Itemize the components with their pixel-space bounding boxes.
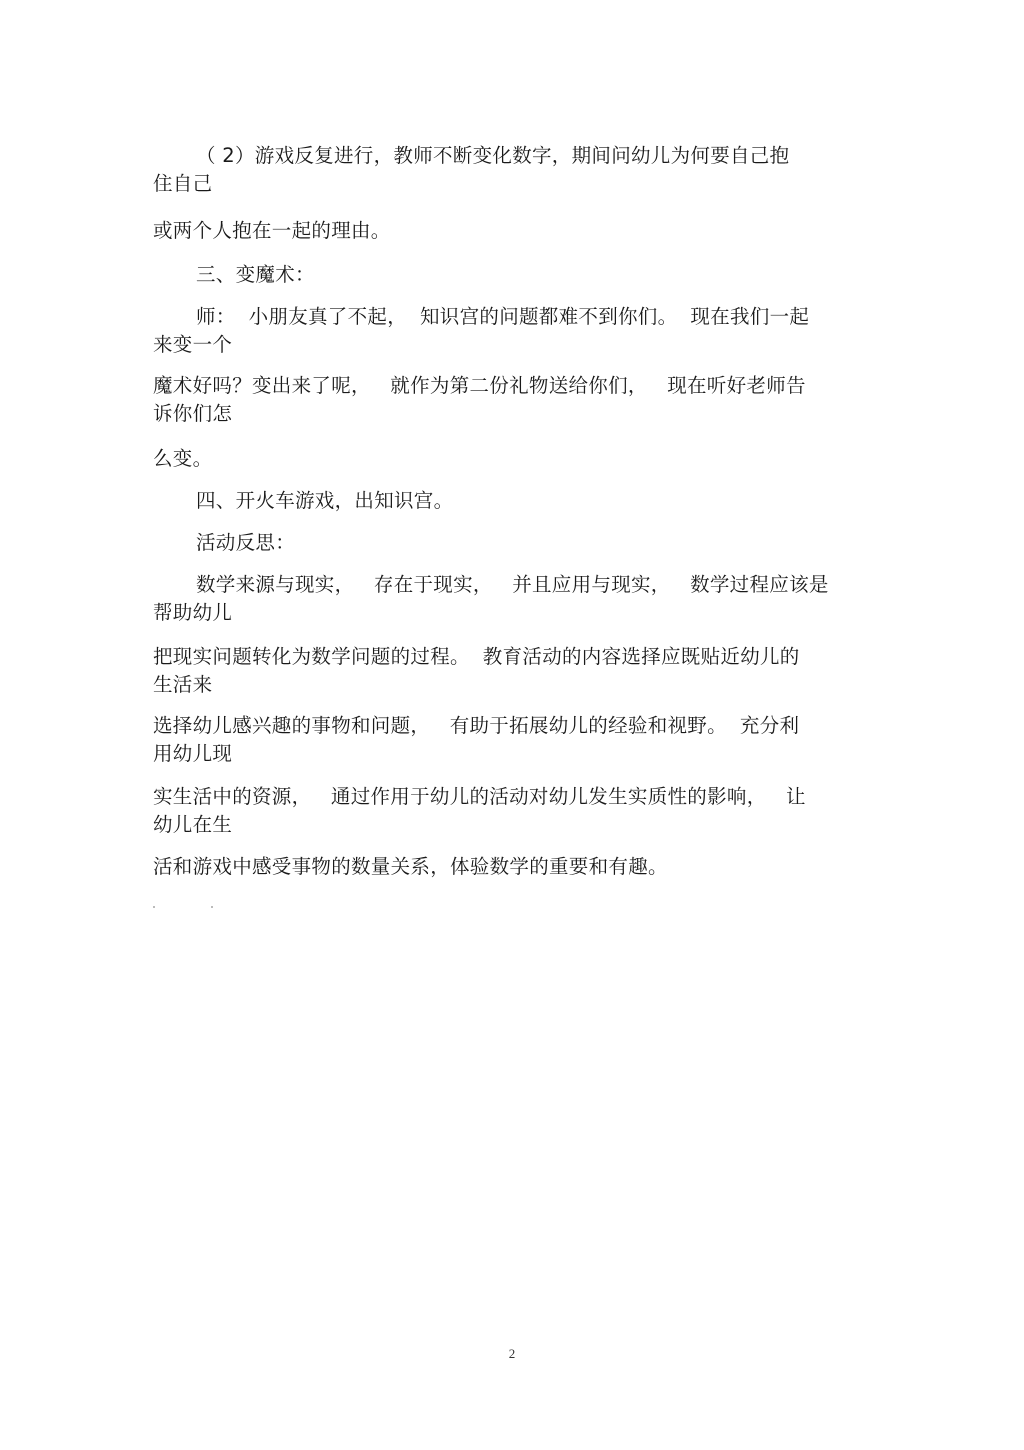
- text-line: 用幼儿现: [153, 742, 233, 765]
- text-line: 住自己: [153, 172, 213, 195]
- section-heading: 四、开火车游戏，出知识宫。: [196, 489, 454, 512]
- text-line: 幼儿在生: [153, 813, 233, 836]
- text-line: 来变一个: [153, 333, 233, 356]
- text-line: 生活来: [153, 673, 213, 696]
- text-line: 么变。: [153, 447, 213, 470]
- text-line: 魔术好吗？变出来了呢， 就作为第二份礼物送给你们， 现在听好老师告: [153, 374, 806, 397]
- text-line: 数学来源与现实， 存在于现实， 并且应用与现实， 数学过程应该是: [196, 573, 829, 596]
- section-heading: 活动反思：: [196, 531, 296, 554]
- scan-artifact: [153, 906, 215, 910]
- text-line: 或两个人抱在一起的理由。: [153, 219, 391, 242]
- text-line: （ 2）游戏反复进行，教师不断变化数字，期间问幼儿为何要自己抱: [196, 144, 790, 167]
- text-line: 选择幼儿感兴趣的事物和问题， 有助于拓展幼儿的经验和视野。 充分利: [153, 714, 800, 737]
- text-line: 帮助幼儿: [153, 601, 233, 624]
- page-number: 2: [508, 1346, 516, 1361]
- section-heading: 三、变魔术：: [196, 263, 315, 286]
- text-line: 活和游戏中感受事物的数量关系，体验数学的重要和有趣。: [153, 855, 668, 878]
- text-line: 把现实问题转化为数学问题的过程。 教育活动的内容选择应既贴近幼儿的: [153, 645, 800, 668]
- text-line: 师： 小朋友真了不起， 知识宫的问题都难不到你们。 现在我们一起: [196, 305, 810, 328]
- text-line: 实生活中的资源， 通过作用于幼儿的活动对幼儿发生实质性的影响， 让: [153, 785, 806, 808]
- text-line: 诉你们怎: [153, 402, 233, 425]
